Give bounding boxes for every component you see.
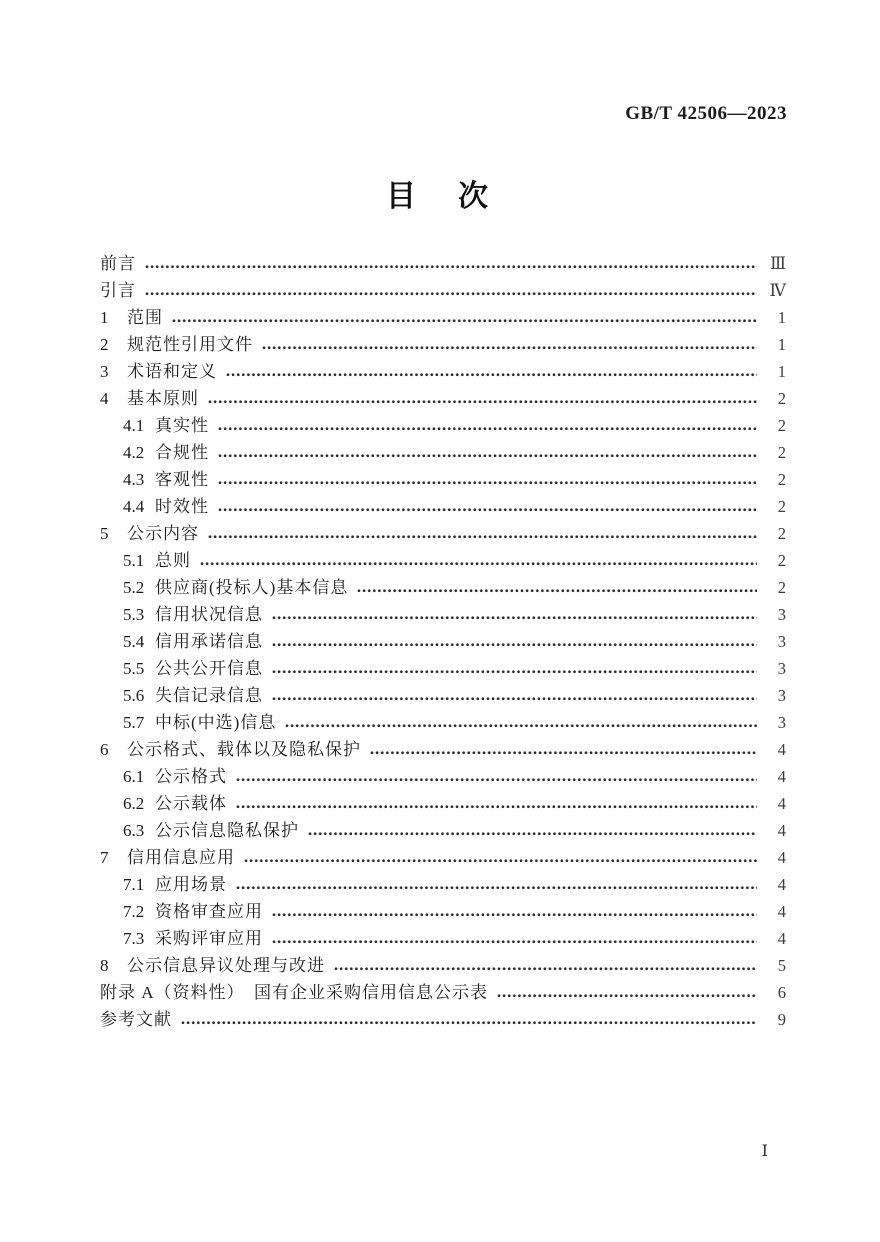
toc-entry-number: 6 — [100, 740, 109, 759]
toc-entry-number: 5.1 — [123, 551, 145, 570]
toc-entry-label: 信用信息应用 — [127, 848, 235, 867]
toc-entry — [100, 466, 786, 493]
toc-entry-number: 5 — [100, 524, 109, 543]
toc-entry-number: 4.3 — [123, 470, 145, 489]
dot-leader — [145, 277, 757, 304]
toc-entry-label: 参考文献 — [100, 1010, 172, 1029]
toc-entry — [100, 655, 786, 682]
toc-entry — [100, 871, 786, 898]
toc-entry-label: 真实性 — [155, 416, 209, 435]
toc-entry-number: 5.4 — [123, 632, 145, 651]
toc-entry-page: 3 — [777, 686, 786, 705]
toc-entry-page: 4 — [777, 821, 786, 840]
toc-entry — [100, 925, 786, 952]
toc-entry — [100, 601, 786, 628]
toc-entry-label: 术语和定义 — [127, 362, 217, 381]
toc-entry-number: 7 — [100, 848, 109, 867]
dot-leader — [145, 250, 757, 277]
toc-entry — [100, 304, 786, 331]
toc-entry — [100, 547, 786, 574]
toc-entry-page: 3 — [777, 632, 786, 651]
toc-entry-number: 5.6 — [123, 686, 145, 705]
toc-entry-page: 6 — [777, 983, 786, 1002]
dot-leader — [236, 871, 757, 898]
dot-leader — [181, 1006, 757, 1033]
toc-entry-label: 资格审查应用 — [155, 902, 263, 921]
toc-entry-number: 6.3 — [123, 821, 145, 840]
toc-entry-label: 附录 A（资料性） 国有企业采购信用信息公示表 — [100, 983, 489, 1002]
dot-leader — [262, 331, 757, 358]
toc-entry-number: 5.3 — [123, 605, 145, 624]
toc-entry — [100, 763, 786, 790]
toc-entry-page: Ⅲ — [770, 254, 786, 273]
dot-leader — [497, 979, 757, 1006]
dot-leader — [272, 898, 757, 925]
toc-entry-label: 公示信息隐私保护 — [155, 821, 299, 840]
toc-entry — [100, 439, 786, 466]
toc-entry-label: 公示格式 — [155, 767, 227, 786]
toc-entry — [100, 952, 786, 979]
toc-entry — [100, 412, 786, 439]
toc-entry-page: 2 — [777, 416, 786, 435]
toc-entry — [100, 844, 786, 871]
toc-entry-label: 引言 — [100, 281, 136, 300]
toc-entry-label: 公共公开信息 — [155, 659, 263, 678]
toc-entry-page: 2 — [777, 524, 786, 543]
toc-entry-page: 1 — [777, 335, 786, 354]
toc-entry — [100, 898, 786, 925]
toc-entry-number: 3 — [100, 362, 109, 381]
toc-entry-page: 1 — [777, 362, 786, 381]
dot-leader — [218, 439, 757, 466]
toc-entry-label: 公示载体 — [155, 794, 227, 813]
toc-entry-label: 应用场景 — [155, 875, 227, 894]
toc-entry-number: 4.2 — [123, 443, 145, 462]
toc-entry-label: 规范性引用文件 — [127, 335, 253, 354]
toc-entry-label: 信用承诺信息 — [155, 632, 263, 651]
toc-entry — [100, 358, 786, 385]
toc-entry-number: 7.1 — [123, 875, 145, 894]
toc-entry-label: 前言 — [100, 254, 136, 273]
toc-entry-number: 1 — [100, 308, 109, 327]
toc-entry-label: 公示信息异议处理与改进 — [127, 956, 325, 975]
toc-entry-page: 5 — [777, 956, 786, 975]
toc-entry-page: 2 — [777, 497, 786, 516]
standard-number: GB/T 42506—2023 — [625, 103, 787, 124]
toc-entry-page: 3 — [777, 713, 786, 732]
toc-entry-page: 2 — [777, 470, 786, 489]
dot-leader — [200, 547, 757, 574]
toc-entry — [100, 628, 786, 655]
dot-leader — [370, 736, 757, 763]
toc-entry-label: 中标(中选)信息 — [155, 713, 277, 732]
toc-entry-label: 基本原则 — [127, 389, 199, 408]
toc-entry-label: 总则 — [155, 551, 191, 570]
dot-leader — [272, 601, 757, 628]
dot-leader — [244, 844, 757, 871]
toc-entry — [100, 790, 786, 817]
toc-entry — [100, 493, 786, 520]
toc-entry-label: 供应商(投标人)基本信息 — [155, 578, 349, 597]
dot-leader — [218, 493, 757, 520]
toc-entry-label: 公示内容 — [127, 524, 199, 543]
toc-entry — [100, 385, 786, 412]
toc-entry-page: 9 — [777, 1010, 786, 1029]
table-of-contents — [100, 250, 786, 1033]
toc-entry-page: 2 — [777, 443, 786, 462]
toc-entry-number: 4.1 — [123, 416, 145, 435]
toc-entry-label: 信用状况信息 — [155, 605, 263, 624]
toc-entry — [100, 979, 786, 1006]
toc-entry — [100, 1006, 786, 1033]
toc-entry-number: 5.7 — [123, 713, 145, 732]
toc-entry-page: 2 — [777, 551, 786, 570]
toc-entry-page: Ⅳ — [769, 281, 786, 300]
toc-entry-page: 4 — [777, 794, 786, 813]
toc-entry-label: 时效性 — [155, 497, 209, 516]
toc-entry-page: 2 — [777, 578, 786, 597]
toc-entry — [100, 682, 786, 709]
toc-entry-number: 6.1 — [123, 767, 145, 786]
toc-entry-page: 2 — [777, 389, 786, 408]
toc-entry-page: 3 — [777, 605, 786, 624]
toc-entry — [100, 574, 786, 601]
toc-entry-label: 范围 — [127, 308, 163, 327]
toc-entry-page: 4 — [777, 848, 786, 867]
toc-entry-number: 6.2 — [123, 794, 145, 813]
toc-entry-label: 合规性 — [155, 443, 209, 462]
dot-leader — [236, 763, 757, 790]
page-title: 目 次 — [386, 180, 494, 213]
toc-entry-number: 7.3 — [123, 929, 145, 948]
toc-entry-page: 4 — [777, 902, 786, 921]
toc-entry-label: 客观性 — [155, 470, 209, 489]
toc-entry-number: 5.5 — [123, 659, 145, 678]
toc-entry — [100, 709, 786, 736]
toc-entry — [100, 331, 786, 358]
toc-entry-number: 4 — [100, 389, 109, 408]
dot-leader — [272, 655, 757, 682]
toc-entry-page: 1 — [777, 308, 786, 327]
toc-entry — [100, 736, 786, 763]
toc-entry-page: 4 — [777, 767, 786, 786]
dot-leader — [308, 817, 757, 844]
toc-entry — [100, 817, 786, 844]
dot-leader — [285, 709, 757, 736]
dot-leader — [272, 925, 757, 952]
dot-leader — [357, 574, 757, 601]
toc-entry-number: 4.4 — [123, 497, 145, 516]
toc-entry-page: 4 — [777, 875, 786, 894]
dot-leader — [272, 628, 757, 655]
dot-leader — [208, 385, 757, 412]
toc-entry-label: 失信记录信息 — [155, 686, 263, 705]
toc-entry-number: 5.2 — [123, 578, 145, 597]
toc-entry-page: 3 — [777, 659, 786, 678]
toc-entry-page: 4 — [777, 740, 786, 759]
dot-leader — [272, 682, 757, 709]
dot-leader — [218, 412, 757, 439]
toc-entry-number: 8 — [100, 956, 109, 975]
toc-entry-number: 2 — [100, 335, 109, 354]
toc-entry — [100, 520, 786, 547]
toc-entry — [100, 250, 786, 277]
dot-leader — [226, 358, 757, 385]
toc-entry-number: 7.2 — [123, 902, 145, 921]
dot-leader — [236, 790, 757, 817]
toc-entry — [100, 277, 786, 304]
toc-entry-label: 公示格式、载体以及隐私保护 — [127, 740, 361, 759]
dot-leader — [172, 304, 757, 331]
dot-leader — [218, 466, 757, 493]
dot-leader — [208, 520, 757, 547]
dot-leader — [334, 952, 757, 979]
toc-entry-page: 4 — [777, 929, 786, 948]
toc-entry-label: 采购评审应用 — [155, 929, 263, 948]
footer-page-number: Ⅰ — [761, 1143, 768, 1160]
